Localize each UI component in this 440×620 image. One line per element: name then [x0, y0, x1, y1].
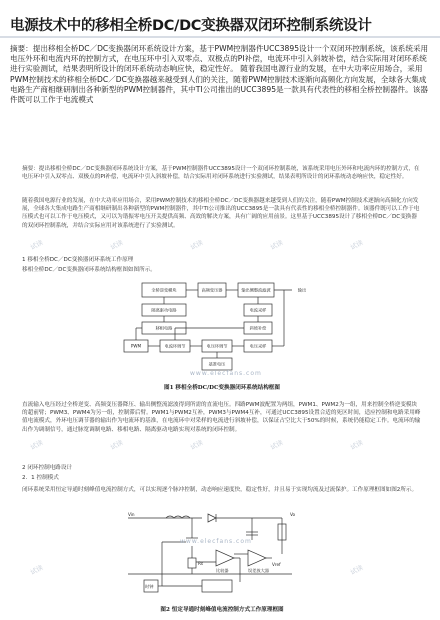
output-label: 输出: [297, 287, 307, 293]
comparator-label: 比较器: [216, 568, 229, 573]
section-1-text: 移相全桥DC／DC变换器闭环系统结构框图如图所示。: [22, 267, 156, 273]
watermark-brand-6: 试读: [29, 438, 45, 452]
body-paragraph-1: 摘要：提出移相全桥DC／DC变换器闭环系统设计方案，基于PWM控制器件UCC3895设计一个双闭环控制系统，该系统采用电压外环和电流内环的控制方式，在电压环中引入双零点、双极点的PI补偿，电流环中引入斜坡补偿，结合实际用对闭环系统进行实验测试，结果表明所设计的闭环系统动态响应快，稳定性好。: [22, 166, 420, 181]
subsection-heading-2-1: 2．1 控制模式: [22, 475, 59, 481]
error-amp-shape: [248, 550, 266, 566]
page-title: 电源技术中的移相全桥DC/DC变换器双闭环控制系统设计: [10, 18, 372, 34]
watermark-site-2: www.elecfans.com: [180, 538, 252, 545]
watermark-brand-5: 试读: [349, 238, 365, 252]
slope-comp-label: 斜坡补偿: [249, 325, 267, 331]
vo-label: Vo: [290, 512, 296, 517]
watermark-brand-4: 试读: [269, 238, 285, 252]
figure-2-svg: [122, 510, 322, 602]
voltage-sampling-label: 电压采样: [249, 343, 267, 349]
watermark-brand-1: 试读: [29, 238, 45, 252]
transformer-label: 高频变压器: [201, 287, 223, 293]
watermark-brand-12: 试读: [349, 563, 365, 577]
error-amp-label: 误差放大器: [248, 568, 269, 573]
pwm-label: PWM: [130, 343, 142, 349]
vref-label: Vref: [272, 562, 281, 567]
vin-label: Vin: [128, 512, 135, 517]
section-heading-1: 1 移相全桥DC／DC变换器闭环系统工作原理: [22, 257, 134, 263]
body-paragraph-4: 闭环系统采用恒定导通时刻峰值电流控制方式，可以实现逐个脉冲控制，动态响应速度快，稳定性好，并且易于实现均流及过流保护。工作原理框图如图2所示。: [22, 487, 418, 493]
watermark-brand-11: 试读: [29, 563, 45, 577]
voltage-reg-label: 电压环调节: [206, 343, 228, 349]
title-divider: [0, 36, 440, 38]
inverter-label: 全桥逆变模块: [151, 287, 177, 293]
isolation-label: 隔离驱动电路: [151, 307, 177, 313]
figure-1-caption: 图1 移相全桥DC/DC变换器闭环系统结构框图: [164, 385, 280, 391]
watermark-brand-2: 试读: [109, 238, 125, 252]
figure-1-diagram: [120, 278, 320, 376]
watermark-brand-9: 试读: [269, 438, 285, 452]
current-reg-label: 电流环调节: [164, 343, 186, 349]
body-paragraph-3: 直流输入电压经过全桥逆变、高频变压器降压、输出侧整流滤波得到所需的直流电压。四路PWM波配置为两组，PWM1、PWM2为一组，用来控制全桥逆变模块的超前臂；PWM3、PWM4为另一组，控制滞后臂。PWM1与PWM2互补，PWM3与PWM4互补，可通过UCC3895设置合适的死区时间，适应控制和电路采用峰值电流模式，外环电压调节器的输出作为电流环的基准，在电流环中对采样的电流进行斜坡补偿，以保证占空比大于50%的时候，系统仍能稳定工作。电流环的输出作为调制信号，通过脉宽调制电路、移相电路、隔离驱动电路实现对系统的闭环控制。: [22, 402, 421, 433]
figure-2-diagram: [122, 510, 322, 602]
rs-label: Rs: [198, 561, 204, 566]
phase-shift-label: 移相电路: [155, 325, 173, 331]
current-sampling-label: 电流采样: [249, 307, 267, 313]
watermark-brand-8: 试读: [189, 438, 205, 452]
rs-resistor: [188, 558, 196, 568]
clock-label: 时钟: [145, 584, 154, 589]
rectifier-label: 输出侧整流滤波: [241, 287, 271, 293]
diode-shape: [208, 514, 216, 522]
watermark-brand-7: 试读: [109, 438, 125, 452]
watermark-brand-3: 试读: [189, 238, 205, 252]
abstract-paragraph: 摘要：提出移相全桥DC／DC变换器闭环系统设计方案，基于PWM控制器件UCC3895设计一个双闭环控制系统，该系统采用电压外环和电流内环的控制方式，在电压环中引入双零点、双极点的PI补偿，电流环中引入斜坡补偿，结合实际用对闭环系统进行实验测试，结果表明所设计的闭环系统动态响应快，稳定性好。 随着我国电源行业的发展，在中大功率应用场合，采用PWM控制技术的移相全桥DC／DC变换器越来越受到人们的关注，随着PWM控制技术逐渐向高频化方向发展，全球各大集成电路生产商相继研制出各种新型的PWM控制器件，其中TI公司推出的UCC3895是一款具有代表性的移相全桥控制器件。该器件既可以工作于电流模式: [10, 44, 429, 105]
reference-label: 基准电压: [208, 361, 226, 367]
comparator-shape: [216, 550, 234, 566]
body-paragraph-2: 随着我国电源行业的发展，在中大功率应用场合，采用PWM控制技术的移相全桥DC／DC变换器越来越受到人们的关注，随着PWM控制技术逐渐向高频化方向发展，全球各大集成电路生产商相继研制出各种新型的PWM控制器件，其中TI公司推出的UCC3895是一款具有代表性的移相全桥控制器件。该器件既可以工作于电压模式也可以工作于电压模式，又可以为谐振零电压开关提供高频、高效的解决方案，具有广阔的应用前景。这里基于UCC3895设计了移相全桥DC／DC变换器的双闭环控制系统，并结合实际应用对该系统进行了实验测试。: [22, 198, 420, 229]
figure-2-caption: 图2 恒定导通时刻峰值电流控制方式工作原理框图: [160, 607, 284, 613]
figure-1-svg: [120, 278, 320, 376]
watermark-brand-10: 试读: [349, 438, 365, 452]
flipflop-block: [202, 580, 232, 592]
section-heading-2: 2 闭环控制电路设计: [22, 465, 73, 471]
watermark-site-1: www.elecfans.com: [190, 370, 262, 377]
